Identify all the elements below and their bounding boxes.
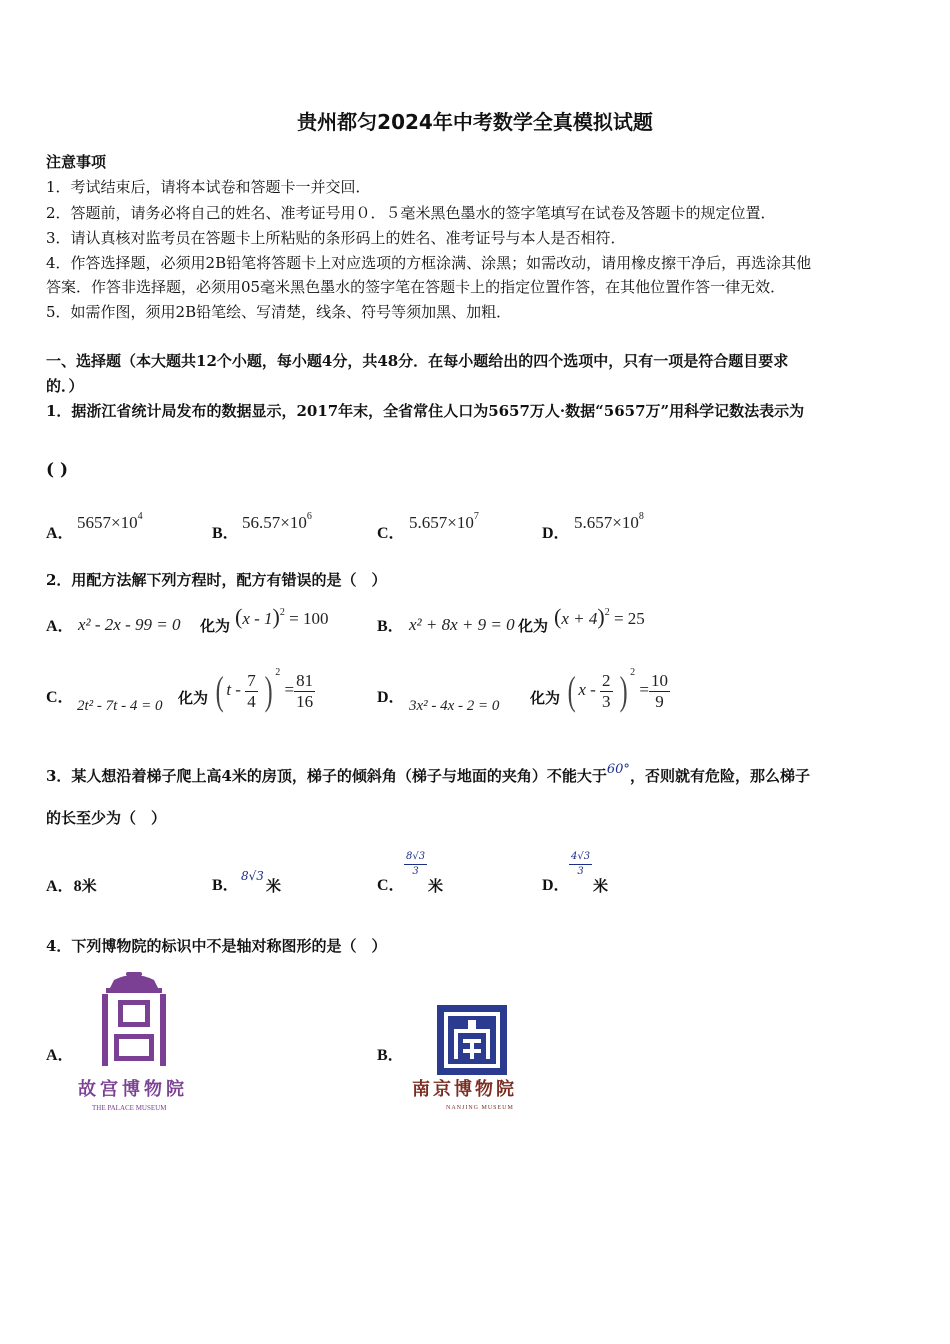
notice-item: 1．考试结束后，请将本试卷和答题卡一并交回． bbox=[46, 178, 371, 196]
q2-option-d-equation: 3x² - 4x - 2 = 0 bbox=[409, 698, 500, 714]
section-heading: 一、选择题（本大题共12个小题，每小题4分，共48分．在每小题给出的四个选项中，只有一项是符合题目要求 bbox=[46, 352, 789, 370]
q2-option-b-result: $(x + 4)^2 = 25$ bbox=[554, 604, 645, 629]
q3-option-c-unit: 米 bbox=[428, 877, 444, 895]
q4-option-a-label: A． bbox=[46, 1047, 74, 1064]
nanjing-logo-english-name: NANJING MUSEUM bbox=[446, 1105, 514, 1111]
question-3-stem-cont: 的长至少为（ ） bbox=[46, 809, 167, 827]
question-1-stem: 1．据浙江省统计局发布的数据显示，2017年末，全省常住人口为5657万人·数据“5657万”用科学记数法表示为 bbox=[46, 402, 805, 420]
q2-option-c-equation: 2t² - 7t - 4 = 0 bbox=[77, 698, 163, 714]
q2-option-b-equation: x² + 8x + 9 = 0 bbox=[409, 615, 515, 634]
q2-option-c-result: ( t - $\frac{7}{4}$ ) $^2$ = $\frac{81}{16}$ bbox=[215, 667, 314, 714]
question-2-stem: 2．用配方法解下列方程时，配方有错误的是（ ） bbox=[46, 571, 387, 589]
notice-item: 5．如需作图，须用2B铅笔绘、写清楚，线条、符号等须加黑、加粗． bbox=[46, 303, 512, 321]
angle-value: 60° bbox=[606, 762, 630, 777]
notice-item: 答案．作答非选择题，必须用05毫米黑色墨水的签字笔在答题卡上的指定位置作答，在其他位置作答一律无效． bbox=[46, 278, 786, 296]
nanjing-museum-logo bbox=[437, 1005, 507, 1075]
q1-option-b-label: B． bbox=[212, 525, 239, 542]
section-heading-cont: 的．） bbox=[46, 377, 84, 395]
notice-item: 3．请认真核对监考员在答题卡上所粘贴的条形码上的姓名、准考证号与本人是否相符． bbox=[46, 229, 626, 247]
q4-option-b-label: B． bbox=[377, 1047, 404, 1064]
q2-option-a-label: A． bbox=[46, 618, 74, 635]
q3-option-d-value: $\frac{4√3}{3}$ bbox=[571, 851, 591, 877]
q1-option-d-value: $5.657\times 10^8$ bbox=[574, 511, 644, 532]
q3-option-d-unit: 米 bbox=[593, 877, 609, 895]
q2-option-c-label: C． bbox=[46, 689, 74, 706]
notice-heading: 注意事项 bbox=[46, 153, 107, 171]
question-4-stem: 4．下列博物院的标识中不是轴对称图形的是（ ） bbox=[46, 937, 387, 955]
q2-c-connector: 化为 bbox=[178, 689, 209, 707]
q3-option-c-label: C． bbox=[377, 877, 405, 894]
page-title: 贵州都匀2024年中考数学全真模拟试题 bbox=[297, 110, 653, 134]
q1-option-c-label: C． bbox=[377, 525, 405, 542]
q2-b-connector: 化为 bbox=[518, 617, 549, 635]
question-3-stem: 3．某人想沿着梯子爬上高4米的房顶，梯子的倾斜角（梯子与地面的夹角）不能大于60°，否则就有危险，那么梯子 bbox=[46, 762, 810, 785]
notice-item: 4．作答选择题，必须用2B铅笔将答题卡上对应选项的方框涂满、涂黑；如需改动，请用橡皮擦干净后，再选涂其他 bbox=[46, 254, 812, 272]
q2-option-d-label: D． bbox=[377, 689, 405, 706]
q2-option-a-result: (x - 1)$^2$ = 100 bbox=[235, 604, 329, 629]
q3-option-c-value: $\frac{8√3}{3}$ bbox=[406, 851, 426, 877]
q3-option-b-label: B． bbox=[212, 877, 239, 894]
q3-option-b-unit: 米 bbox=[266, 877, 282, 895]
q1-option-b-value: $56.57\times 10^6$ bbox=[242, 511, 312, 532]
q2-option-a-equation: x² - 2x - 99 = 0 bbox=[78, 615, 181, 634]
palace-logo-english-name: THE PALACE MUSEUM bbox=[92, 1104, 167, 1112]
q2-d-connector: 化为 bbox=[530, 689, 561, 707]
q1-option-d-label: D． bbox=[542, 525, 570, 542]
q1-option-a-label: A． bbox=[46, 525, 74, 542]
question-1-blank: ( ) bbox=[46, 460, 69, 480]
q3-option-b-value: 8√3 bbox=[241, 869, 264, 883]
q3-option-d-label: D． bbox=[542, 877, 570, 894]
q2-option-b-label: B． bbox=[377, 618, 404, 635]
q1-option-c-value: $5.657\times 10^7$ bbox=[409, 511, 479, 532]
q1-option-a-value: $5657\times 10^4$ bbox=[77, 511, 143, 532]
palace-museum-logo bbox=[96, 970, 172, 1070]
q3-option-a: A．8米 bbox=[46, 877, 97, 895]
palace-logo-chinese-name: 故宫博物院 bbox=[78, 1079, 188, 1100]
notice-item: 2．答题前，请务必将自己的姓名、准考证号用０．５毫米黑色墨水的签字笔填写在试卷及答题卡的规定位置． bbox=[46, 204, 776, 222]
q2-option-d-result: ( x - $\frac{2}{3}$ ) $^2$ = $\frac{10}{9}$ bbox=[567, 667, 668, 714]
nanjing-logo-chinese-name: 南京博物院 bbox=[412, 1079, 517, 1100]
q2-a-connector: 化为 bbox=[200, 617, 231, 635]
